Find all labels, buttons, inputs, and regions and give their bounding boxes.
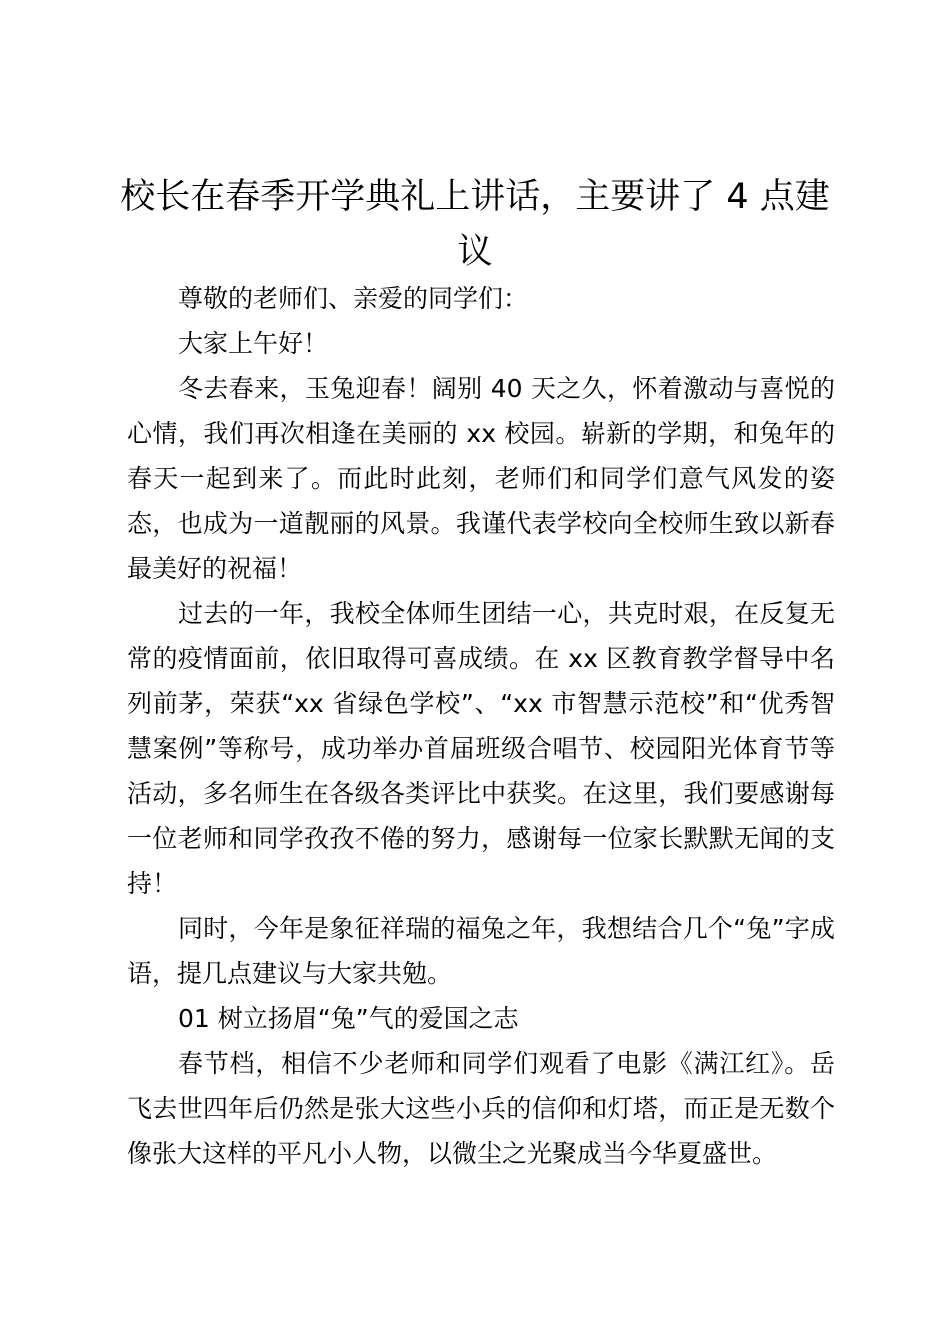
paragraph-section-01: 春节档，相信不少老师和同学们观看了电影《满江红》。岳飞去世四年后仍然是张大这些小兵的信仰和灯塔，而正是无数个像张大这样的平凡小人物，以微尘之光聚成当今华夏盛世。	[127, 1049, 835, 1168]
paragraph-review: 过去的一年，我校全体师生团结一心，共克时艰，在反复无常的疫情面前，依旧取得可喜成绩。在 xx 区教育教学督导中名列前茅，荣获“xx 省绿色学校”、“xx 市智慧示范校”和“优秀智慧案例”等称号，成功举办首届班级合唱节、校园阳光体育节等活动，多名师生在各级各类评比中获奖。在这里，我们要感谢每一位老师和同学孜孜不倦的努力，感谢每一位家长默默无闻的支持！	[127, 599, 835, 898]
document-body	[127, 276, 835, 1176]
document-title: 校长在春季开学典礼上讲话，主要讲了 4 点建议	[120, 177, 830, 272]
paragraph-intro-suggestions: 同时，今年是象征祥瑞的福兔之年，我想结合几个“兔”字成语，提几点建议与大家共勉。	[127, 914, 835, 988]
greeting: 大家上午好！	[178, 329, 329, 358]
section-heading-01: 01 树立扬眉“兔”气的爱国之志	[178, 1004, 519, 1033]
paragraph-opening: 冬去春来，玉兔迎春！阔别 40 天之久，怀着激动与喜悦的心情，我们再次相逢在美丽的 xx 校园。崭新的学期，和兔年的春天一起到来了。而此时此刻，老师们和同学们意气风发的姿态，也成为一道靓丽的风景。我谨代表学校向全校师生致以新春最美好的祝福！	[127, 374, 835, 583]
salutation: 尊敬的老师们、亲爱的同学们：	[178, 284, 529, 313]
